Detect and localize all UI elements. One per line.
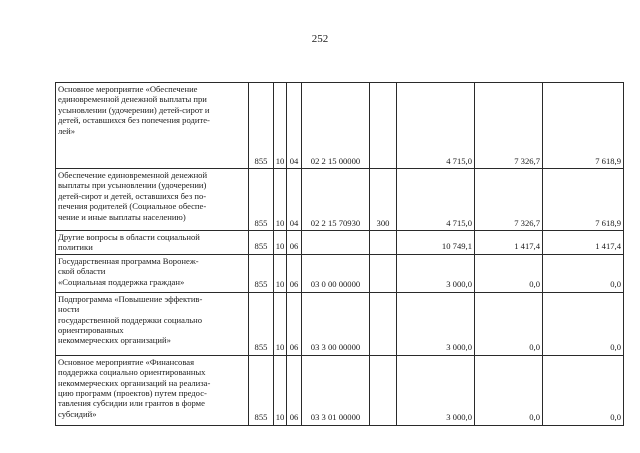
expense-type-code (370, 231, 397, 255)
table-row (56, 231, 624, 255)
target-article-code: 03 0 00 00000 (302, 254, 370, 292)
page-number: 252 (311, 33, 329, 45)
amount-year-2: 7 326,7 (475, 83, 543, 169)
expense-type-code (370, 83, 397, 169)
amount-year-1: 3 000,0 (397, 292, 475, 355)
section-code: 10 (274, 231, 287, 255)
amount-year-2: 0,0 (475, 355, 543, 425)
grbs-code: 855 (249, 169, 274, 231)
amount-year-3: 0,0 (543, 292, 624, 355)
row-name: Государственная программа Воронеж- ской области «Социальная поддержка граждан» (56, 254, 249, 292)
amount-year-3: 7 618,9 (543, 169, 624, 231)
budget-table (55, 82, 624, 426)
subsection-code: 06 (287, 231, 302, 255)
target-article-code: 03 3 00 00000 (302, 292, 370, 355)
row-name: Другие вопросы в области социальной политики (56, 231, 249, 255)
grbs-code: 855 (249, 254, 274, 292)
grbs-code: 855 (249, 83, 274, 169)
subsection-code: 06 (287, 254, 302, 292)
amount-year-2: 0,0 (475, 254, 543, 292)
section-code: 10 (274, 254, 287, 292)
target-article-code: 02 2 15 70930 (302, 169, 370, 231)
section-code: 10 (274, 292, 287, 355)
section-code: 10 (274, 355, 287, 425)
target-article-code: 03 3 01 00000 (302, 355, 370, 425)
expense-type-code: 300 (370, 169, 397, 231)
table-row (56, 292, 624, 355)
grbs-code: 855 (249, 231, 274, 255)
section-code: 10 (274, 83, 287, 169)
amount-year-2: 7 326,7 (475, 169, 543, 231)
amount-year-3: 0,0 (543, 254, 624, 292)
amount-year-1: 3 000,0 (397, 355, 475, 425)
amount-year-1: 4 715,0 (397, 83, 475, 169)
table-row (56, 355, 624, 425)
subsection-code: 06 (287, 292, 302, 355)
expense-type-code (370, 355, 397, 425)
row-name: Обеспечение единовременной денежной выплаты при усыновлении (удочерении) детей-сирот и детей, оставшихся без по- печения родителей (Социальное обеспе- чение и иные выплаты населению) (56, 169, 249, 231)
row-name: Подпрограмма «Повышение эффектив- ности государственной поддержки социально ориентированных некоммерческих организаций» (56, 292, 249, 355)
section-code: 10 (274, 169, 287, 231)
expense-type-code (370, 254, 397, 292)
subsection-code: 04 (287, 83, 302, 169)
table-row (56, 83, 624, 169)
amount-year-1: 4 715,0 (397, 169, 475, 231)
amount-year-3: 1 417,4 (543, 231, 624, 255)
amount-year-3: 0,0 (543, 355, 624, 425)
grbs-code: 855 (249, 355, 274, 425)
amount-year-3: 7 618,9 (543, 83, 624, 169)
amount-year-2: 0,0 (475, 292, 543, 355)
amount-year-1: 3 000,0 (397, 254, 475, 292)
expense-type-code (370, 292, 397, 355)
target-article-code (302, 231, 370, 255)
row-name: Основное мероприятие «Финансовая поддержка социально ориентированных некоммерческих организаций на реализа- цию программ (проектов) путем предос- тавления субсидии или грантов в форме субсидий» (56, 355, 249, 425)
grbs-code: 855 (249, 292, 274, 355)
subsection-code: 06 (287, 355, 302, 425)
subsection-code: 04 (287, 169, 302, 231)
target-article-code: 02 2 15 00000 (302, 83, 370, 169)
row-name: Основное мероприятие «Обеспечение единовременной денежной выплаты при усыновлении (удочерении) детей-сирот и детей, оставшихся без попечения родите- лей» (56, 83, 249, 169)
amount-year-1: 10 749,1 (397, 231, 475, 255)
amount-year-2: 1 417,4 (475, 231, 543, 255)
table-row (56, 254, 624, 292)
table-row (56, 169, 624, 231)
